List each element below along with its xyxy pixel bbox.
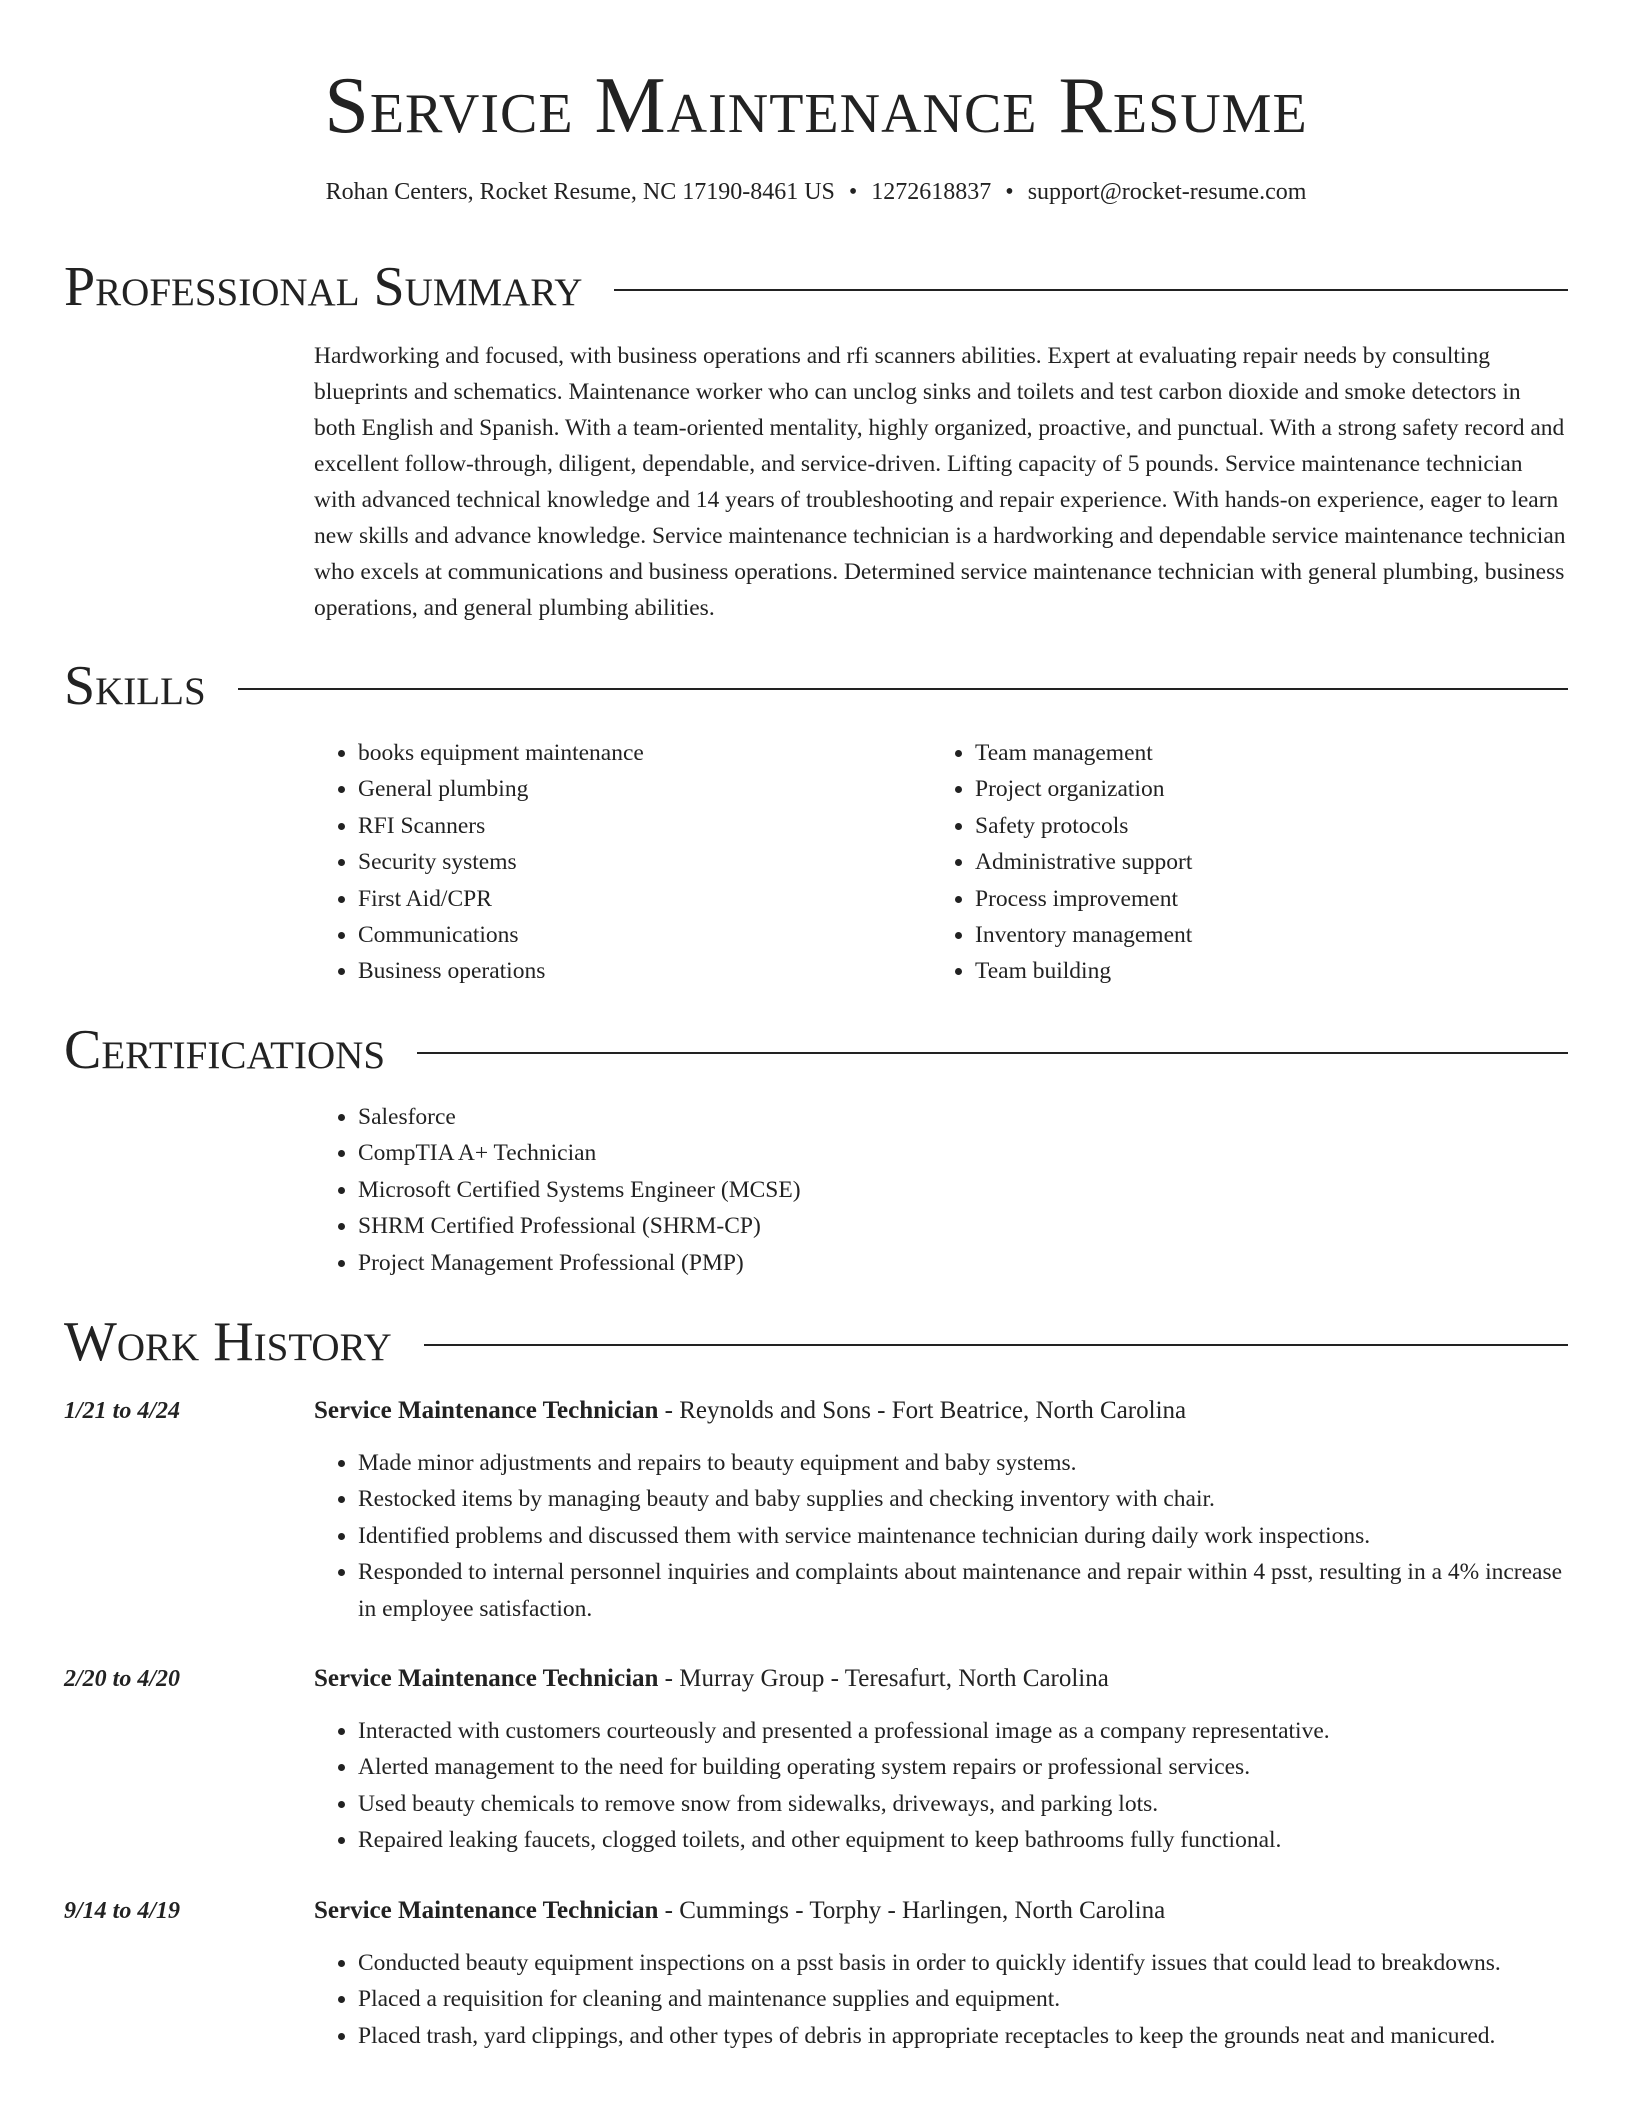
job-heading (314, 1393, 1568, 1429)
skill-item: • Business operations (358, 953, 918, 989)
job-duty: • Made minor adjustments and repairs to beauty equipment and baby systems. (358, 1445, 1568, 1481)
certification-item: • Salesforce (358, 1099, 1258, 1135)
section-header-skills (64, 654, 1568, 718)
job-heading (314, 1661, 1568, 1697)
skill-item: • Project organization (975, 771, 1535, 807)
section-title-summary: Professional Summary (64, 256, 583, 318)
job-role: Service Maintenance Technician (314, 1665, 659, 1692)
job-dates: 2/20 to 4/20 (64, 1666, 181, 1692)
section-title-certifications: Certifications (64, 1019, 386, 1081)
phone: 1272618837 (871, 179, 992, 205)
section-header-work-history (64, 1310, 1568, 1374)
skill-item: • Administrative support (975, 844, 1535, 880)
job-employer: - Murray Group - Teresafurt, North Carolina (658, 1665, 1109, 1692)
skill-item: • Team management (975, 735, 1535, 771)
skills-list-right (931, 735, 1535, 990)
certifications-list (314, 1099, 1258, 1281)
job-duty: • Identified problems and discussed them with service maintenance technician during daily work inspections. (358, 1518, 1568, 1554)
job-duty: • Conducted beauty equipment inspections on a psst basis in order to quickly identify issues that could lead to breakdowns. (358, 1945, 1568, 1981)
section-title-work-history: Work History (64, 1311, 392, 1373)
section-header-summary (64, 255, 1568, 319)
summary-text: Hardworking and focused, with business operations and rfi scanners abilities. Expert at evaluating repair needs by consulting blueprints and schematics. Maintenance worker who can unclog sinks and toilets and test carbon dioxide and smoke detectors in both English and Spanish. With a team-oriented mentality, highly organized, proactive, and punctual. With a strong safety record and excellent follow-through, diligent, dependable, and service-driven. Lifting capacity of 5 pounds. Service maintenance technician with advanced technical knowledge and 14 years of troubleshooting and repair experience. With hands-on experience, eager to learn new skills and advance knowledge. Service maintenance technician is a hardworking and dependable service maintenance technician who excels at communications and business operations. Determined service maintenance technician with general plumbing, business operations, and general plumbing abilities. (314, 343, 1566, 621)
job-dates: 9/14 to 4/19 (64, 1898, 181, 1924)
skill-item: • General plumbing (358, 771, 918, 807)
skill-item: • Security systems (358, 844, 918, 880)
section-divider (238, 688, 1568, 690)
job-duty: • Placed trash, yard clippings, and other types of debris in appropriate receptacles to keep the grounds neat and manicured. (358, 2018, 1568, 2054)
separator-dot: • (848, 179, 858, 205)
job-employer: - Reynolds and Sons - Fort Beatrice, North Carolina (658, 1397, 1187, 1424)
job-duty: • Restocked items by managing beauty and baby supplies and checking inventory with chair. (358, 1481, 1568, 1517)
certification-item: • CompTIA A+ Technician (358, 1135, 1258, 1171)
job-employer: - Cummings - Torphy - Harlingen, North Carolina (658, 1897, 1166, 1924)
certification-item: • Project Management Professional (PMP) (358, 1245, 1258, 1281)
job-duty: • Repaired leaking faucets, clogged toilets, and other equipment to keep bathrooms fully functional. (358, 1822, 1568, 1858)
skill-item: • Inventory management (975, 917, 1535, 953)
job-duty: • Interacted with customers courteously and presented a professional image as a company representative. (358, 1713, 1568, 1749)
job-duty: • Placed a requisition for cleaning and maintenance supplies and equipment. (358, 1981, 1568, 2017)
skill-item: • RFI Scanners (358, 808, 918, 844)
section-divider (417, 1052, 1568, 1054)
address: Rohan Centers, Rocket Resume, NC 17190-8461 US (325, 179, 835, 205)
job-role: Service Maintenance Technician (314, 1897, 659, 1924)
skill-item: • Safety protocols (975, 808, 1535, 844)
section-divider (614, 289, 1568, 291)
certification-item: • SHRM Certified Professional (SHRM-CP) (358, 1208, 1258, 1244)
contact-line (0, 174, 1632, 210)
job-role: Service Maintenance Technician (314, 1397, 659, 1424)
job-dates: 1/21 to 4/24 (64, 1398, 181, 1424)
section-title-skills: Skills (64, 655, 206, 717)
section-divider (424, 1344, 1568, 1346)
separator-dot: • (1005, 179, 1014, 205)
job-duties-list (314, 1945, 1568, 2054)
certification-item: • Microsoft Certified Systems Engineer (MCSE) (358, 1172, 1258, 1208)
skill-item: • First Aid/CPR (358, 881, 918, 917)
resume-title: Service Maintenance Resume (324, 62, 1308, 150)
job-duties-list (314, 1445, 1568, 1627)
skill-item: • Team building (975, 953, 1535, 989)
skill-item: • books equipment maintenance (358, 735, 918, 771)
skill-item: • Process improvement (975, 881, 1535, 917)
job-duty: • Responded to internal personnel inquiries and complaints about maintenance and repair within 4 psst, resulting in a 4% increase in employee satisfaction. (358, 1554, 1568, 1627)
skill-item: • Communications (358, 917, 918, 953)
section-header-certifications (64, 1018, 1568, 1082)
job-heading (314, 1893, 1568, 1929)
job-duty: • Alerted management to the need for building operating system repairs or professional services. (358, 1749, 1568, 1785)
skills-list-left (314, 735, 918, 990)
job-duties-list (314, 1713, 1568, 1859)
job-duty: • Used beauty chemicals to remove snow from sidewalks, driveways, and parking lots. (358, 1786, 1568, 1822)
email: support@rocket-resume.com (1027, 179, 1307, 205)
